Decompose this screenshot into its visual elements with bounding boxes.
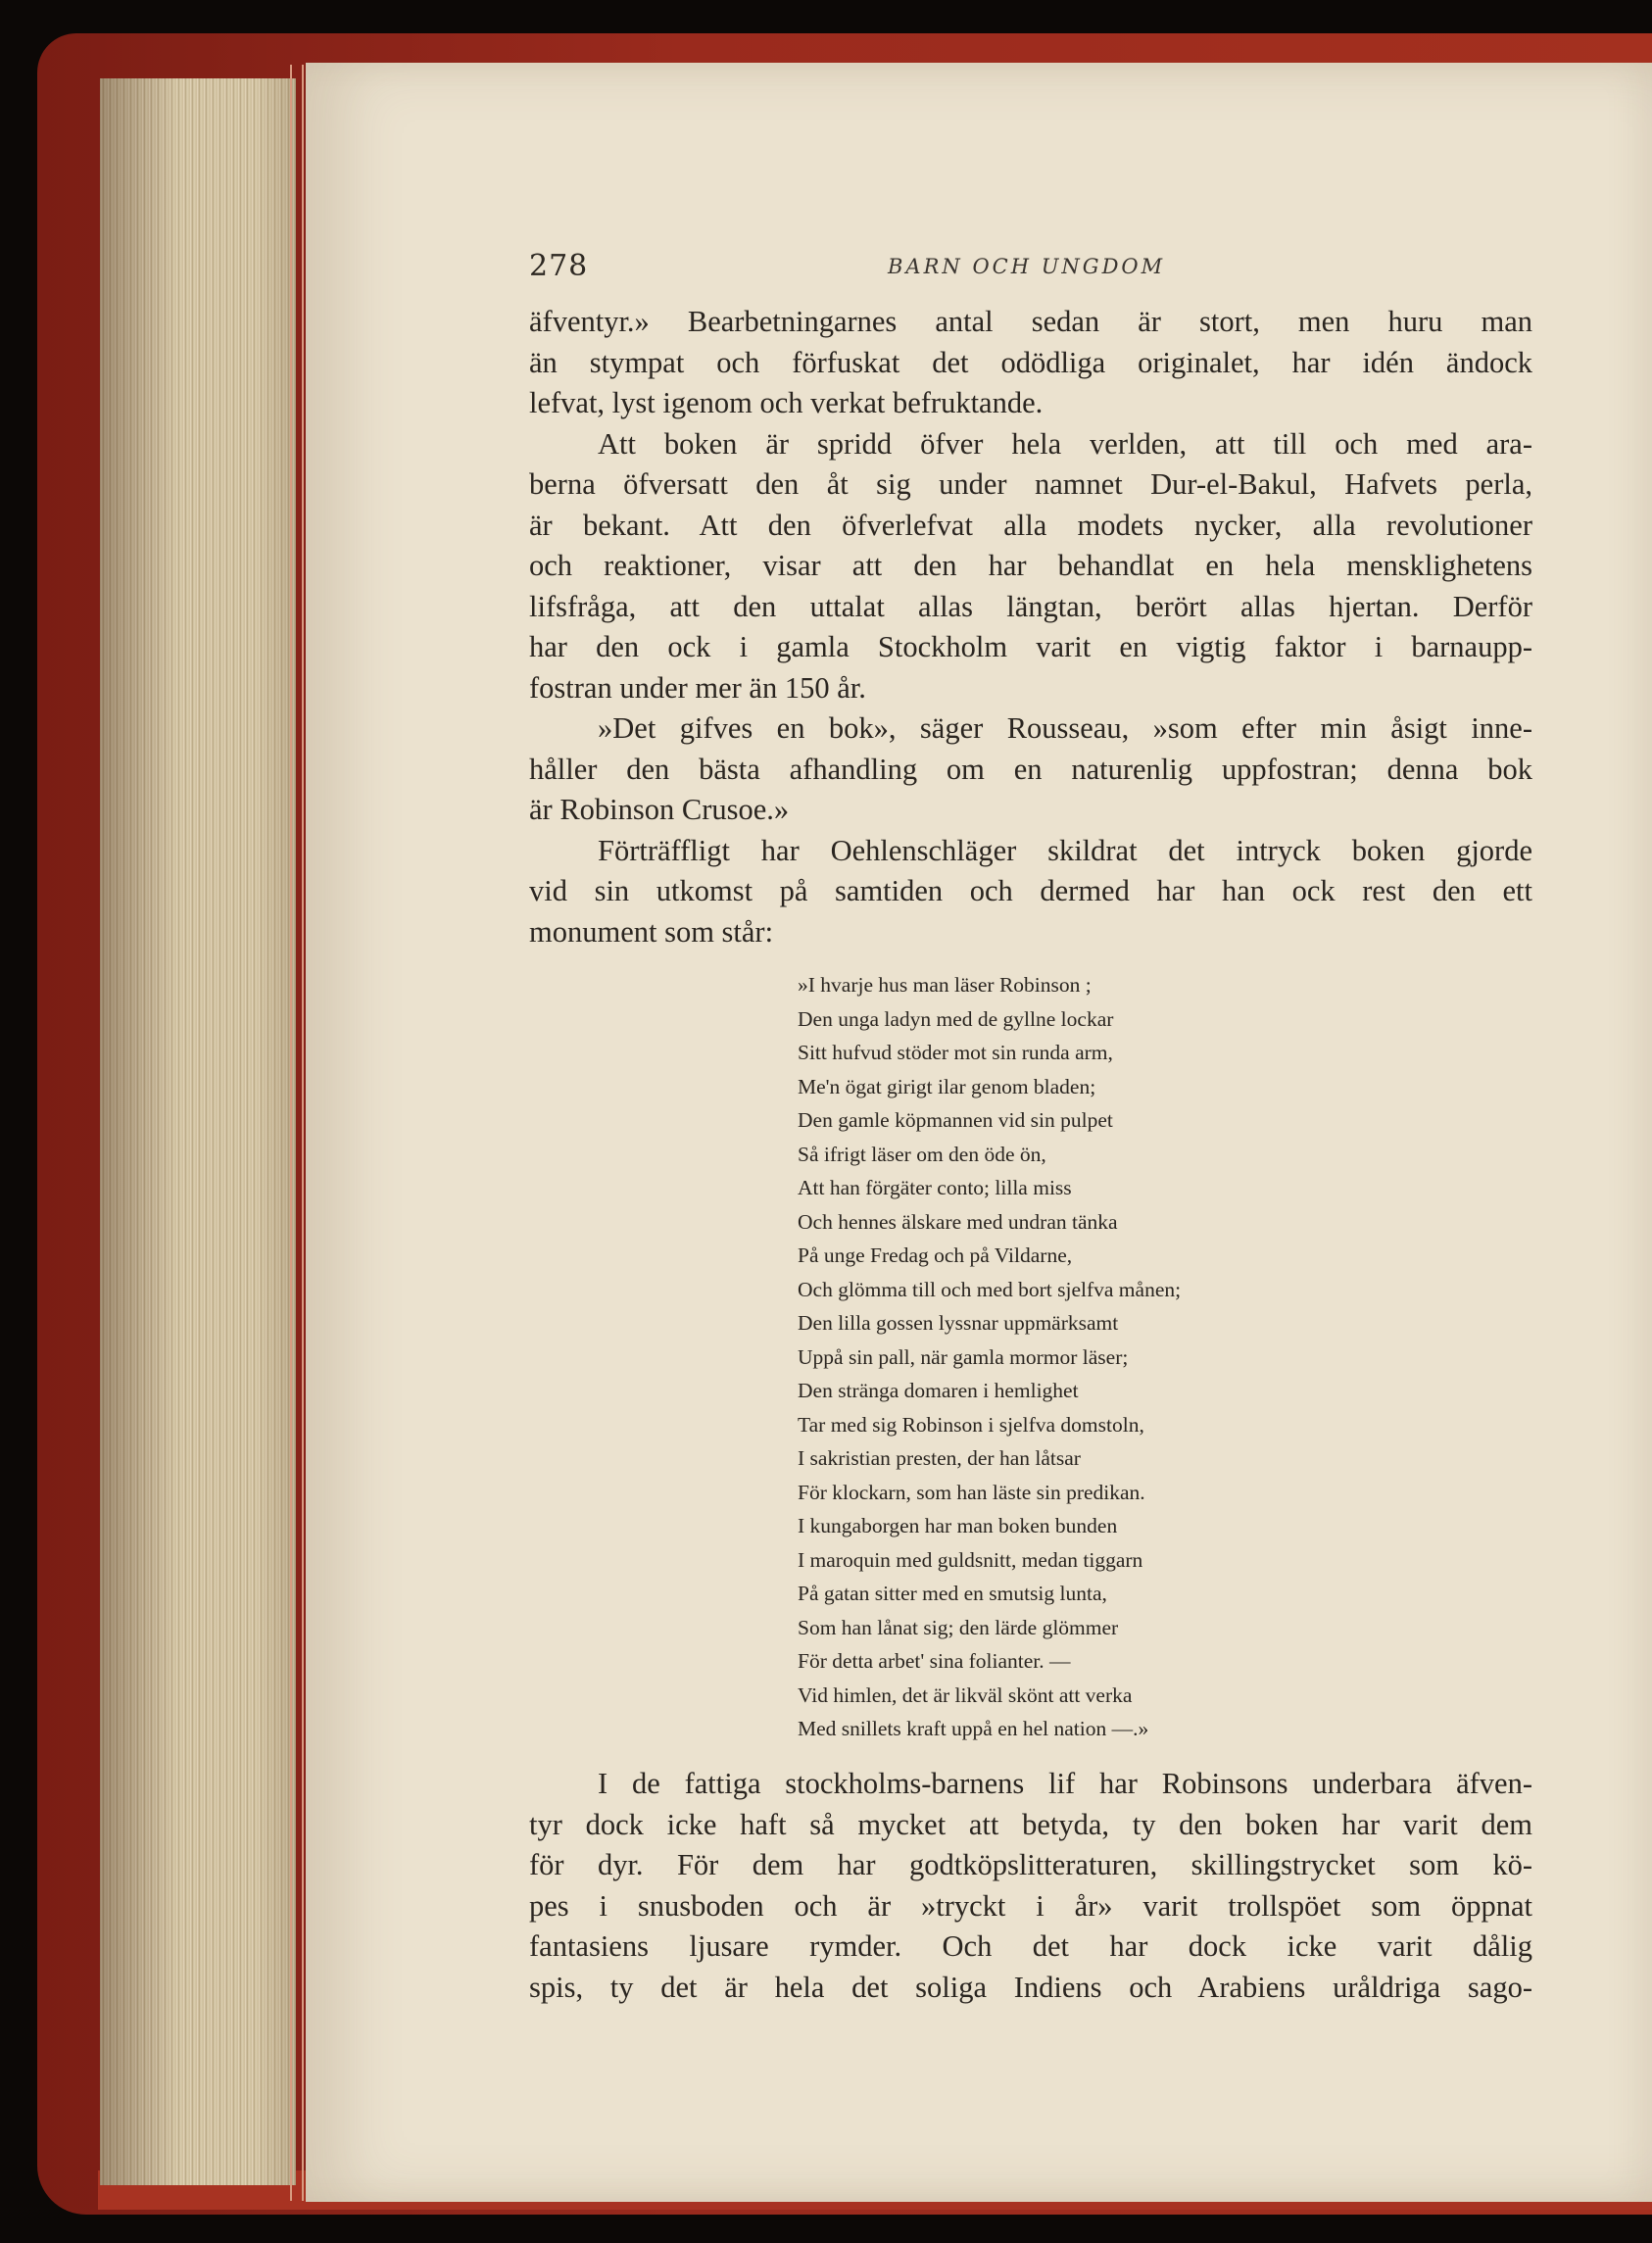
text-line: äfventyr.» Bearbetningarnes antal sedan är stort, men huru man [529,305,1532,338]
running-head: BARN OCH UNGDOM [888,255,1166,278]
poem-line: Med snillets kraft uppå en hel nation —.» [798,1717,1149,1740]
body-text-top [529,302,1532,952]
text-line: spis, ty det är hela det soliga Indiens och Arabiens uråldriga sago- [529,1970,1532,2004]
poem-line: Den lilla gossen lyssnar uppmärksamt [798,1311,1119,1335]
page-block-shading [100,78,296,2185]
text-line: »Det gifves en bok», säger Rousseau, »som efter min åsigt inne- [598,711,1532,745]
poem-line: Uppå sin pall, när gamla mormor läser; [798,1344,1129,1369]
text-line: är bekant. Att den öfverlefvat alla modets nycker, alla revolutioner [529,508,1532,542]
poem-line: Som han lånat sig; den lärde glömmer [798,1615,1119,1639]
text-line: fostran under mer än 150 år. [529,670,866,705]
poem-line: I maroquin med guldsnitt, medan tiggarn [798,1547,1143,1572]
text-line: pes i snusboden och är »tryckt i år» varit trollspöet som öppnat [529,1888,1532,1923]
poem-line: Me'n ögat girigt ilar genom bladen; [798,1074,1096,1098]
text-line: lifsfråga, att den uttalat allas längtan, berört allas hjertan. Derför [529,589,1532,623]
page-rule-right [302,65,304,2201]
text-line: monument som står: [529,914,774,949]
text-line: I de fattiga stockholms-barnens lif har Robinsons underbara äfven- [598,1767,1532,1800]
poem-line: Så ifrigt läser om den öde ön, [798,1142,1046,1166]
page-rule-left [290,65,292,2201]
poem-line: Och glömma till och med bort sjelfva månen; [798,1277,1182,1301]
text-line: för dyr. För dem har godtköpslitteraturen, skillingstrycket som kö- [529,1848,1532,1881]
text-line: har den ock i gamla Stockholm varit en vigtig faktor i barnaupp- [529,630,1532,663]
text-line: Förträffligt har Oehlenschläger skildrat det intryck boken gjorde [598,833,1532,867]
text-line: Att boken är spridd öfver hela verlden, att till och med ara- [598,426,1532,461]
text-line: berna öfversatt den åt sig under namnet Dur-el-Bakul, Hafvets perla, [529,467,1532,501]
body-text-bottom [529,1764,1532,2008]
text-line: tyr dock icke haft så mycket att betyda, ty den boken har varit dem [529,1807,1532,1841]
text-line: lefvat, lyst igenom och verkat befruktande. [529,386,1044,419]
text-line: vid sin utkomst på samtiden och dermed har han ock rest den ett [529,874,1532,907]
text-line: än stympat och förfuskat det odödliga originalet, har idén ändock [529,345,1532,379]
poem-line: I sakristian presten, der han låtsar [798,1446,1081,1470]
page-number: 278 [529,249,589,283]
poem-line: Att han förgäter conto; lilla miss [798,1176,1072,1199]
poem-line: På gatan sitter med en smutsig lunta, [798,1582,1107,1605]
poem-line: Den unga ladyn med de gyllne lockar [798,1006,1114,1031]
poem-block [798,968,1307,1746]
poem-line: Den stränga domaren i hemlighet [798,1379,1079,1402]
poem-line: Sitt hufvud stöder mot sin runda arm, [798,1041,1113,1064]
poem-line: Och hennes älskare med undran tänka [798,1209,1118,1234]
poem-line: »I hvarje hus man läser Robinson ; [798,973,1092,997]
poem-line: För klockarn, som han läste sin predikan. [798,1480,1145,1504]
text-line: är Robinson Crusoe.» [529,793,790,826]
text-line: håller den bästa afhandling om en naturenlig uppfostran; denna bok [529,752,1532,786]
text-line: och reaktioner, visar att den har behandlat en hela mensklighetens [529,549,1532,582]
poem-line: Vid himlen, det är likväl skönt att verka [798,1682,1133,1707]
poem-line: På unge Fredag och på Vildarne, [798,1243,1073,1267]
poem-line: I kungaborgen har man boken bunden [798,1514,1118,1537]
text-line: fantasiens ljusare rymder. Och det har dock icke varit dålig [529,1929,1532,1963]
poem-line: Den gamle köpmannen vid sin pulpet [798,1108,1113,1132]
poem-line: Tar med sig Robinson i sjelfva domstoln, [798,1412,1144,1437]
poem-line: För detta arbet' sina folianter. — [798,1649,1071,1673]
